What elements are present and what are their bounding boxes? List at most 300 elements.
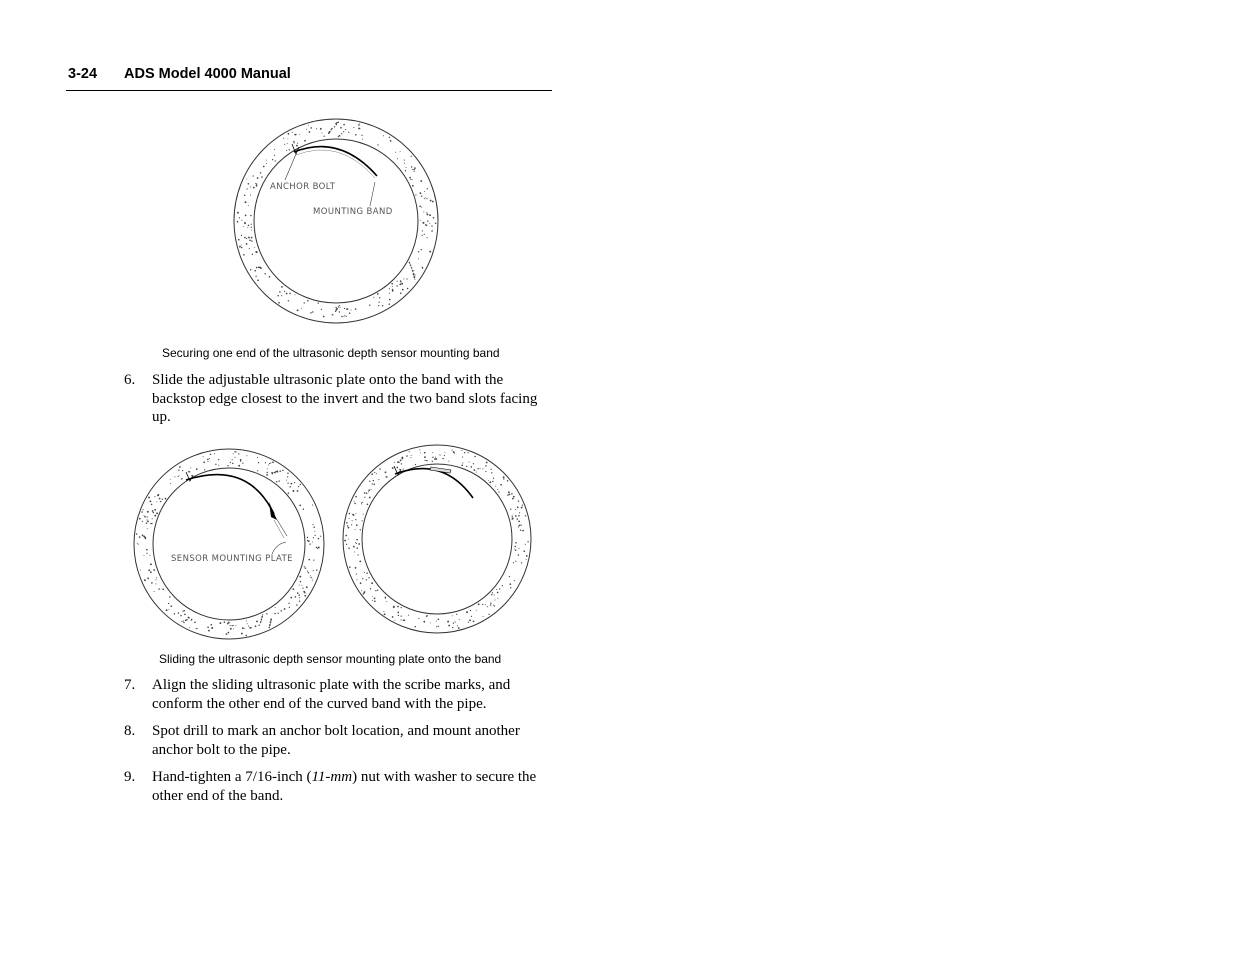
concrete-speckle (336, 122, 338, 124)
concrete-speckle (179, 466, 181, 468)
concrete-speckle (266, 163, 267, 164)
concrete-speckle (513, 562, 514, 563)
concrete-speckle (363, 593, 365, 595)
concrete-speckle (155, 579, 156, 580)
concrete-speckle (411, 455, 412, 456)
concrete-speckle (265, 462, 266, 463)
concrete-speckle (218, 465, 219, 466)
concrete-speckle (246, 188, 247, 189)
concrete-speckle (136, 533, 138, 535)
concrete-speckle (364, 492, 366, 494)
concrete-speckle (298, 594, 299, 595)
concrete-speckle (478, 603, 480, 605)
concrete-speckle (244, 195, 245, 196)
concrete-speckle (146, 522, 148, 524)
anchor-bolt-marker (292, 144, 299, 154)
concrete-speckle (424, 452, 426, 454)
concrete-speckle (138, 544, 139, 545)
concrete-speckle (426, 615, 428, 617)
concrete-speckle (509, 494, 511, 496)
concrete-speckle (360, 582, 362, 584)
concrete-speckle (307, 571, 308, 572)
concrete-speckle (300, 484, 301, 485)
concrete-speckle (419, 449, 420, 450)
concrete-speckle (483, 616, 484, 617)
concrete-speckle (310, 575, 311, 576)
concrete-speckle (411, 268, 412, 269)
sensor-plate-arrow-icon (269, 502, 277, 520)
concrete-speckle (401, 615, 402, 616)
concrete-speckle (515, 509, 516, 510)
concrete-speckle (250, 269, 251, 270)
concrete-speckle (269, 276, 271, 278)
concrete-speckle (241, 235, 242, 236)
concrete-speckle (469, 619, 471, 621)
concrete-speckle (400, 460, 402, 462)
concrete-speckle (485, 604, 486, 605)
concrete-speckle (294, 142, 295, 143)
concrete-speckle (356, 547, 358, 549)
concrete-speckle (351, 524, 352, 525)
concrete-speckle (413, 273, 415, 275)
concrete-speckle (412, 169, 413, 170)
concrete-speckle (404, 160, 405, 161)
concrete-speckle (514, 546, 516, 548)
concrete-speckle (297, 592, 299, 594)
concrete-speckle (261, 617, 262, 618)
concrete-speckle (299, 576, 301, 578)
concrete-speckle (246, 455, 247, 456)
concrete-speckle (476, 471, 477, 472)
concrete-speckle (207, 458, 209, 460)
concrete-speckle (395, 152, 396, 153)
concrete-speckle (377, 293, 379, 295)
concrete-speckle (401, 619, 402, 620)
concrete-speckle (289, 293, 291, 295)
concrete-speckle (503, 476, 505, 478)
concrete-speckle (341, 316, 343, 318)
concrete-speckle (430, 200, 432, 202)
concrete-speckle (250, 215, 252, 217)
concrete-speckle (499, 588, 500, 589)
concrete-speckle (299, 597, 300, 598)
concrete-speckle (511, 493, 513, 495)
concrete-speckle (211, 627, 213, 629)
concrete-speckle (493, 478, 494, 479)
concrete-speckle (369, 304, 370, 305)
concrete-speckle (312, 579, 313, 580)
concrete-speckle (509, 583, 511, 585)
concrete-speckle (433, 217, 435, 219)
concrete-speckle (218, 459, 219, 460)
step-text: Hand-tighten a 7/16-inch (11-mm) nut with washer to secure the other end of the band. (152, 769, 537, 804)
concrete-speckle (358, 128, 360, 130)
concrete-speckle (523, 550, 525, 552)
concrete-speckle (348, 132, 349, 133)
concrete-speckle (452, 627, 453, 628)
concrete-speckle (313, 560, 314, 561)
concrete-speckle (232, 625, 233, 626)
concrete-speckle (403, 469, 404, 470)
anchor-bolt-leader (285, 154, 296, 180)
concrete-speckle (277, 613, 278, 614)
concrete-speckle (237, 221, 239, 223)
concrete-speckle (137, 543, 138, 544)
concrete-speckle (354, 501, 355, 502)
concrete-speckle (309, 131, 311, 133)
concrete-speckle (492, 481, 493, 482)
concrete-speckle (143, 536, 145, 538)
concrete-speckle (312, 541, 313, 542)
concrete-speckle (448, 625, 450, 627)
concrete-speckle (344, 308, 345, 309)
concrete-speckle (474, 469, 476, 471)
concrete-speckle (509, 576, 510, 577)
concrete-speckle (397, 158, 398, 159)
concrete-speckle (375, 590, 376, 591)
concrete-speckle (156, 577, 157, 578)
concrete-speckle (355, 496, 357, 498)
concrete-speckle (144, 516, 146, 518)
concrete-speckle (250, 186, 251, 187)
concrete-speckle (249, 239, 251, 241)
concrete-speckle (279, 470, 281, 472)
mounting-band-inner-line (296, 150, 375, 178)
concrete-speckle (298, 486, 299, 487)
concrete-speckle (356, 539, 358, 541)
concrete-speckle (155, 583, 156, 584)
concrete-speckle (275, 160, 276, 161)
concrete-speckle (170, 479, 171, 480)
concrete-speckle (261, 176, 263, 178)
concrete-speckle (466, 611, 468, 613)
concrete-speckle (317, 548, 318, 549)
concrete-speckle (397, 461, 399, 463)
concrete-speckle (178, 612, 180, 614)
concrete-speckle (420, 180, 422, 182)
concrete-speckle (414, 169, 415, 170)
concrete-speckle (409, 263, 410, 264)
concrete-speckle (266, 472, 267, 473)
anchor-bolt-label: ANCHOR BOLT (270, 182, 336, 192)
concrete-speckle (258, 266, 260, 268)
concrete-speckle (240, 459, 242, 461)
concrete-speckle (291, 483, 293, 485)
concrete-speckle (146, 553, 147, 554)
concrete-speckle (527, 541, 528, 542)
concrete-speckle (343, 131, 344, 132)
concrete-speckle (148, 569, 150, 571)
concrete-speckle (144, 555, 145, 556)
concrete-speckle (188, 617, 189, 618)
concrete-speckle (430, 215, 431, 216)
concrete-speckle (156, 512, 158, 514)
concrete-speckle (383, 135, 384, 136)
concrete-speckle (321, 309, 322, 310)
concrete-speckle (289, 486, 290, 487)
concrete-speckle (461, 450, 462, 451)
concrete-speckle (290, 597, 292, 599)
concrete-speckle (364, 497, 365, 498)
sensor-mounting-plate-label: SENSOR MOUNTING PLATE (171, 554, 293, 564)
concrete-speckle (411, 156, 412, 157)
concrete-speckle (396, 285, 397, 286)
concrete-speckle (370, 588, 371, 589)
concrete-speckle (250, 194, 251, 195)
concrete-speckle (498, 491, 499, 492)
concrete-speckle (273, 472, 274, 473)
concrete-speckle (260, 622, 261, 623)
concrete-speckle (282, 470, 284, 472)
concrete-speckle (263, 166, 265, 168)
concrete-speckle (495, 600, 496, 601)
concrete-speckle (244, 237, 246, 239)
concrete-speckle (303, 302, 304, 303)
concrete-speckle (245, 635, 247, 637)
concrete-speckle (339, 305, 340, 306)
concrete-speckle (418, 258, 419, 259)
concrete-speckle (394, 462, 395, 463)
figure1-caption: Securing one end of the ultrasonic depth sensor mounting band (162, 346, 500, 360)
concrete-speckle (284, 608, 286, 610)
step-number: 6. (124, 372, 136, 388)
concrete-speckle (507, 494, 508, 495)
concrete-speckle (185, 620, 187, 622)
concrete-speckle (272, 472, 273, 473)
concrete-speckle (391, 283, 393, 285)
concrete-speckle (147, 528, 148, 529)
concrete-speckle (141, 511, 143, 513)
concrete-speckle (439, 454, 440, 455)
concrete-speckle (232, 459, 233, 460)
concrete-speckle (197, 628, 198, 629)
concrete-speckle (477, 468, 478, 469)
concrete-speckle (515, 561, 516, 562)
concrete-speckle (412, 270, 413, 271)
concrete-speckle (431, 225, 432, 226)
concrete-speckle (494, 594, 495, 595)
concrete-speckle (170, 605, 172, 607)
concrete-speckle (346, 522, 348, 524)
concrete-speckle (474, 456, 476, 458)
concrete-speckle (268, 465, 269, 466)
concrete-speckle (394, 606, 395, 607)
concrete-speckle (436, 621, 437, 622)
concrete-speckle (242, 627, 244, 629)
concrete-speckle (174, 476, 175, 477)
concrete-speckle (408, 615, 409, 616)
concrete-speckle (385, 471, 387, 473)
concrete-speckle (451, 450, 452, 451)
concrete-speckle (316, 569, 317, 570)
concrete-speckle (346, 544, 347, 545)
concrete-speckle (257, 177, 259, 179)
concrete-speckle (278, 302, 280, 304)
concrete-speckle (272, 159, 273, 160)
concrete-speckle (488, 614, 489, 615)
concrete-speckle (434, 458, 436, 460)
concrete-speckle (292, 490, 294, 492)
concrete-speckle (144, 515, 145, 516)
concrete-speckle (464, 452, 465, 453)
concrete-speckle (470, 610, 471, 611)
concrete-speckle (245, 215, 247, 217)
concrete-speckle (257, 457, 258, 458)
concrete-speckle (181, 621, 182, 622)
concrete-speckle (518, 548, 519, 549)
concrete-speckle (288, 492, 290, 494)
concrete-speckle (403, 279, 404, 280)
concrete-speckle (310, 127, 312, 129)
concrete-speckle (281, 286, 283, 288)
concrete-speckle (432, 457, 433, 458)
concrete-speckle (208, 630, 210, 632)
concrete-speckle (522, 506, 523, 507)
concrete-speckle (303, 508, 304, 509)
concrete-speckle (371, 473, 373, 475)
concrete-speckle (492, 592, 493, 593)
concrete-speckle (296, 604, 297, 605)
concrete-speckle (189, 627, 190, 628)
concrete-speckle (274, 155, 275, 156)
concrete-speckle (385, 476, 387, 478)
concrete-speckle (406, 167, 407, 168)
concrete-speckle (307, 300, 309, 302)
concrete-speckle (356, 524, 358, 526)
concrete-speckle (405, 170, 406, 171)
concrete-speckle (247, 227, 248, 228)
concrete-speckle (156, 501, 157, 502)
concrete-speckle (409, 451, 410, 452)
concrete-speckle (431, 230, 432, 231)
concrete-speckle (235, 625, 236, 626)
concrete-speckle (432, 461, 433, 462)
concrete-speckle (469, 462, 470, 463)
concrete-speckle (519, 525, 521, 527)
concrete-speckle (159, 498, 161, 500)
concrete-speckle (421, 207, 422, 208)
concrete-speckle (399, 469, 400, 470)
concrete-speckle (410, 179, 411, 180)
concrete-speckle (275, 607, 276, 608)
concrete-speckle (513, 496, 515, 498)
concrete-speckle (411, 166, 412, 167)
concrete-speckle (518, 500, 519, 501)
concrete-speckle (248, 225, 250, 227)
concrete-speckle (188, 471, 190, 473)
concrete-speckle (248, 237, 250, 239)
concrete-speckle (355, 529, 356, 530)
concrete-speckle (487, 606, 488, 607)
concrete-speckle (293, 141, 295, 143)
concrete-speckle (252, 175, 253, 176)
concrete-speckle (343, 316, 344, 317)
pipe-cross-section (234, 119, 438, 323)
concrete-speckle (148, 497, 150, 499)
concrete-speckle (444, 455, 445, 456)
concrete-speckle (168, 609, 169, 610)
concrete-speckle (473, 620, 475, 622)
concrete-speckle (521, 524, 522, 525)
concrete-speckle (410, 457, 411, 458)
concrete-speckle (400, 151, 401, 152)
concrete-speckle (345, 129, 346, 130)
concrete-speckle (361, 503, 362, 504)
concrete-speckle (248, 626, 249, 627)
concrete-speckle (304, 595, 306, 597)
concrete-speckle (168, 603, 169, 604)
concrete-speckle (485, 465, 487, 467)
concrete-speckle (518, 521, 520, 523)
concrete-speckle (338, 122, 339, 123)
concrete-speckle (320, 128, 322, 130)
concrete-speckle (502, 585, 503, 586)
concrete-speckle (270, 463, 271, 464)
concrete-speckle (369, 481, 370, 482)
concrete-speckle (378, 305, 379, 306)
concrete-speckle (154, 591, 155, 592)
concrete-speckle (515, 549, 517, 551)
concrete-speckle (308, 541, 310, 543)
concrete-speckle (400, 292, 402, 294)
concrete-speckle (299, 134, 300, 135)
concrete-speckle (377, 144, 378, 145)
concrete-speckle (287, 473, 289, 475)
concrete-speckle (362, 578, 363, 579)
concrete-speckle (147, 521, 149, 523)
concrete-speckle (520, 529, 521, 530)
concrete-speckle (301, 585, 302, 586)
concrete-speckle (158, 494, 160, 496)
concrete-speckle (426, 225, 427, 226)
concrete-speckle (147, 516, 148, 517)
concrete-speckle (392, 289, 394, 291)
concrete-speckle (426, 198, 427, 199)
concrete-speckle (306, 586, 308, 588)
concrete-speckle (518, 515, 520, 517)
concrete-speckle (359, 123, 360, 124)
concrete-speckle (162, 499, 163, 500)
concrete-speckle (415, 464, 416, 465)
concrete-speckle (427, 220, 428, 221)
concrete-speckle (266, 613, 267, 614)
concrete-speckle (209, 458, 210, 459)
concrete-speckle (165, 498, 167, 500)
concrete-speckle (414, 167, 416, 169)
concrete-speckle (514, 549, 515, 550)
concrete-speckle (497, 592, 499, 594)
concrete-speckle (424, 234, 425, 235)
concrete-speckle (385, 597, 386, 598)
concrete-speckle (407, 288, 409, 290)
concrete-speckle (396, 467, 398, 469)
concrete-speckle (421, 196, 422, 197)
concrete-speckle (389, 303, 391, 305)
concrete-speckle (323, 316, 325, 318)
concrete-speckle (353, 127, 354, 128)
concrete-speckle (409, 177, 411, 179)
concrete-speckle (256, 185, 258, 187)
concrete-speckle (372, 596, 373, 597)
concrete-speckle (310, 577, 311, 578)
concrete-speckle (230, 462, 231, 463)
concrete-speckle (374, 600, 376, 602)
concrete-speckle (257, 279, 259, 281)
concrete-speckle (228, 632, 230, 634)
concrete-speckle (403, 620, 404, 621)
concrete-speckle (352, 520, 353, 521)
page-number: 3-24 (68, 66, 98, 82)
